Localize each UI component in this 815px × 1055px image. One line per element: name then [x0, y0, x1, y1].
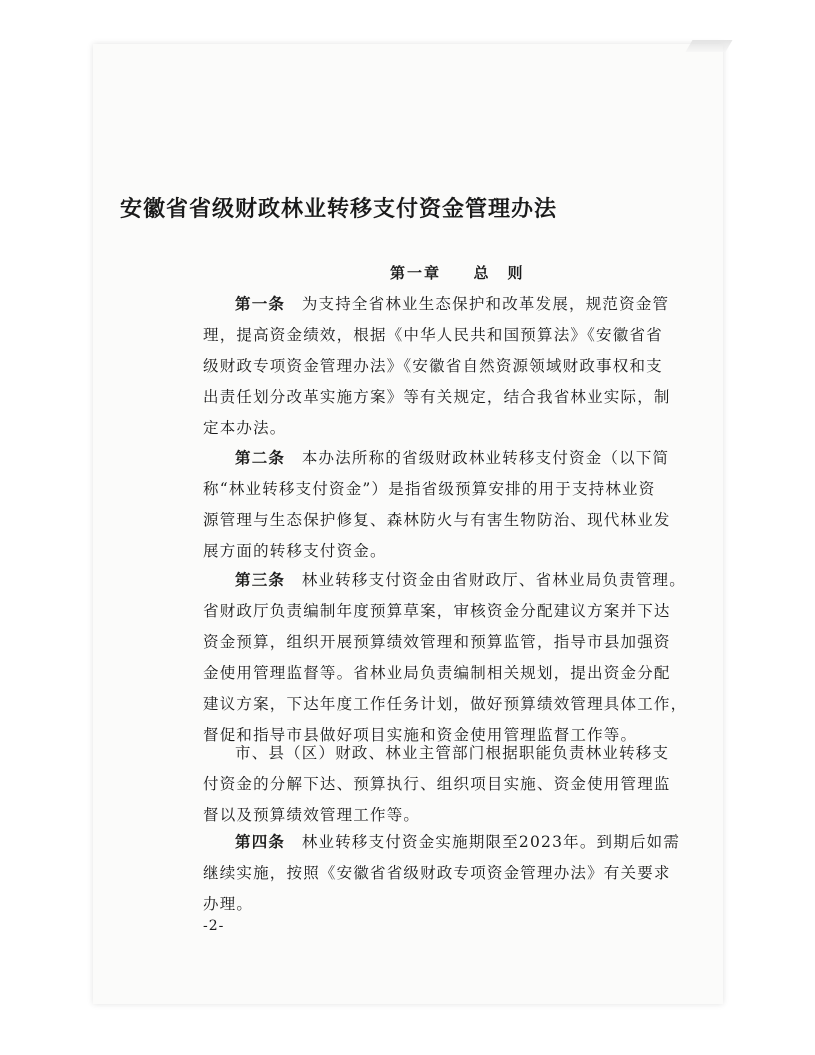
article-1 [203, 288, 723, 444]
paragraph-line: 称“林业转移支付资金”）是指省级预算安排的用于支持林业资 [203, 480, 656, 498]
paragraph-line: 督以及预算绩效管理工作等。 [203, 806, 421, 824]
article-3-continued [203, 738, 723, 831]
paragraph-line: 级财政专项资金管理办法》《安徽省自然资源领域财政事权和支 [203, 357, 663, 375]
paragraph-line: 市、县（区）财政、林业主管部门根据职能负责林业转移支 [235, 744, 670, 762]
paragraph-line [203, 564, 723, 596]
paragraph-text: 本办法所称的省级财政林业转移支付资金（以下简 [301, 449, 670, 467]
article-label: 第一条 [235, 294, 286, 313]
paragraph-text: 为支持全省林业生态保护和改革发展，规范资金管 [301, 295, 670, 313]
paragraph-line: 定本办法。 [203, 419, 287, 437]
article-2 [203, 442, 723, 567]
paragraph-line: 办理。 [203, 895, 254, 913]
paragraph-line: 展方面的转移支付资金。 [203, 542, 387, 560]
paragraph-line: 金使用管理监督等。省林业局负责编制相关规划，提出资金分配 [203, 664, 671, 682]
chapter-label: 第一章 [390, 264, 442, 282]
page-number: -2- [203, 918, 225, 934]
paragraph-line: 继续实施，按照《安徽省省级财政专项资金管理办法》有关要求 [203, 864, 671, 882]
paragraph-line: 理，提高资金绩效，根据《中华人民共和国预算法》《安徽省省 [203, 326, 663, 344]
paragraph-line: 督促和指导市县做好项目实施和资金使用管理监督工作等。 [203, 726, 638, 744]
document-title: 安徽省省级财政林业转移支付资金管理办法 [120, 196, 558, 222]
chapter-name: 总 则 [473, 264, 525, 282]
paragraph-line: 省财政厅负责编制年度预算草案，审核资金分配建议方案并下达 [203, 602, 671, 620]
paragraph-line: 资金预算，组织开展预算绩效管理和预算监管，指导市县加强资 [203, 633, 671, 651]
paragraph-line [203, 826, 723, 858]
paragraph-line: 源管理与生态保护修复、森林防火与有害生物防治、现代林业发 [203, 511, 671, 529]
paragraph-line: 建议方案，下达年度工作任务计划，做好预算绩效管理具体工作， [203, 695, 688, 713]
paragraph-line [203, 442, 723, 474]
paragraph-line [203, 288, 723, 320]
chapter-heading [390, 262, 525, 283]
article-label: 第四条 [235, 832, 286, 851]
article-3 [203, 564, 723, 751]
article-4 [203, 826, 723, 920]
article-label: 第三条 [235, 570, 286, 589]
article-label: 第二条 [235, 448, 286, 467]
paragraph-line: 付资金的分解下达、预算执行、组织项目实施、资金使用管理监 [203, 775, 671, 793]
paragraph-text: 林业转移支付资金实施期限至2023年。到期后如需 [301, 833, 681, 851]
paragraph-line: 出责任划分改革实施方案》等有关规定，结合我省林业实际，制 [203, 388, 671, 406]
paragraph-text: 林业转移支付资金由省财政厅、省林业局负责管理。 [301, 571, 686, 589]
